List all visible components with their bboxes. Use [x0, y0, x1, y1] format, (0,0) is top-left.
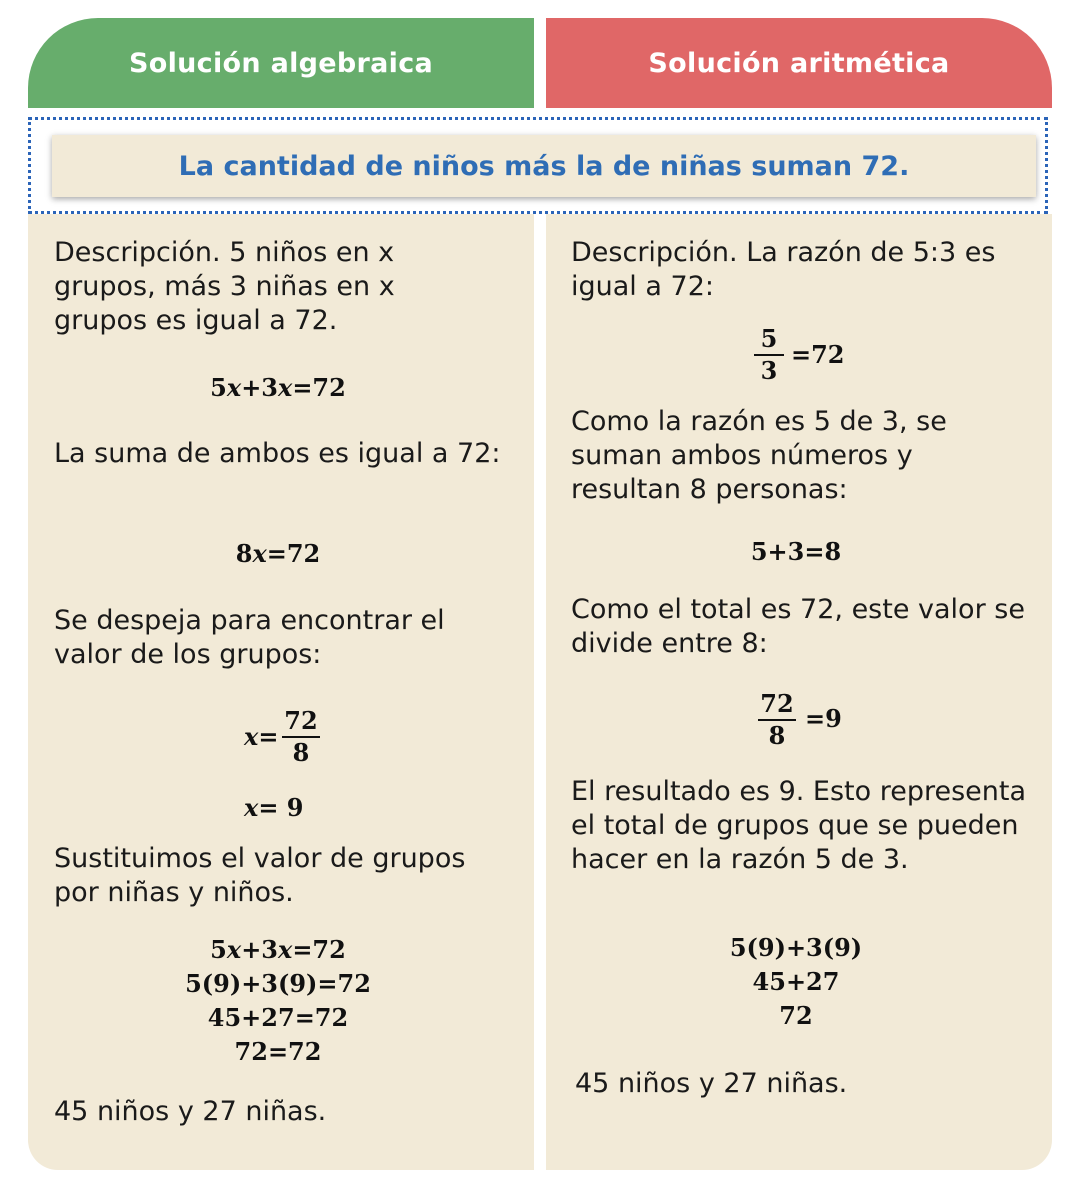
- left-text-3: Se despeja para encontrar el valor de los grupos:: [54, 605, 445, 670]
- left-equation-1: [128, 373, 428, 402]
- left-eq3-var: x=: [244, 722, 279, 751]
- right-text-3: Como el total es 72, este valor se divide entre 8:: [571, 594, 1025, 659]
- left-equation-4: [244, 793, 303, 822]
- left-eq2-text: 8x=72: [235, 539, 321, 568]
- right-eq1-numerator: 5: [760, 324, 778, 353]
- right-eq3-fraction: [758, 690, 796, 750]
- right-description: Descripción. La razón de 5:3 es igual a 72:: [571, 237, 996, 302]
- right-equation-2: 5+3=8: [750, 537, 842, 566]
- left-eq1-text: 5x+3x=72: [210, 373, 346, 402]
- left-check-line: 5x+3x=72: [210, 935, 346, 964]
- left-eq3-numerator: 72: [284, 706, 318, 735]
- left-check-line: 72=72: [234, 1037, 322, 1066]
- right-eq1-rest: =72: [791, 340, 845, 369]
- left-equation-2: [128, 539, 428, 568]
- left-eq4-val: 9: [286, 793, 304, 822]
- right-verification: [646, 931, 946, 1033]
- left-description: Descripción. 5 niños en x grupos, más 3 niñas en x grupos es igual a 72.: [54, 237, 395, 336]
- left-result: 45 niños y 27 niñas.: [54, 1096, 327, 1127]
- left-eq4-var: x=: [244, 793, 279, 822]
- right-text-2: Como la razón es 5 de 3, se suman ambos números y resultan 8 personas:: [571, 406, 947, 505]
- problem-statement: La cantidad de niños más la de niñas suman 72.: [52, 135, 1036, 197]
- left-eq3-denominator: 8: [292, 738, 310, 767]
- right-check-line: 72: [779, 1001, 813, 1030]
- header-arithmetic: Solución aritmética: [546, 18, 1052, 108]
- right-check-line: 5(9)+3(9): [729, 933, 863, 962]
- header-algebraic: Solución algebraica: [28, 18, 534, 108]
- right-check-line: 45+27: [752, 967, 840, 996]
- right-eq3-denominator: 8: [768, 721, 786, 750]
- left-check-line: 5(9)+3(9)=72: [185, 969, 371, 998]
- left-check-line: 45+27=72: [207, 1003, 349, 1032]
- left-text-2: La suma de ambos es igual a 72:: [54, 438, 501, 469]
- right-text-4: El resultado es 9. Esto representa el total de grupos que se pueden hacer en la razón 5 de 3.: [571, 776, 1027, 875]
- right-eq3-rest: =9: [805, 704, 842, 733]
- left-eq3-fraction: [282, 707, 320, 767]
- right-eq1-fraction: [754, 325, 784, 385]
- right-result: 45 niños y 27 niñas.: [575, 1068, 848, 1099]
- right-eq3-numerator: 72: [760, 689, 794, 718]
- right-eq1-denominator: 3: [760, 356, 778, 385]
- left-verification: [128, 933, 428, 1069]
- left-text-4: Sustituimos el valor de grupos por niñas y niños.: [54, 843, 466, 908]
